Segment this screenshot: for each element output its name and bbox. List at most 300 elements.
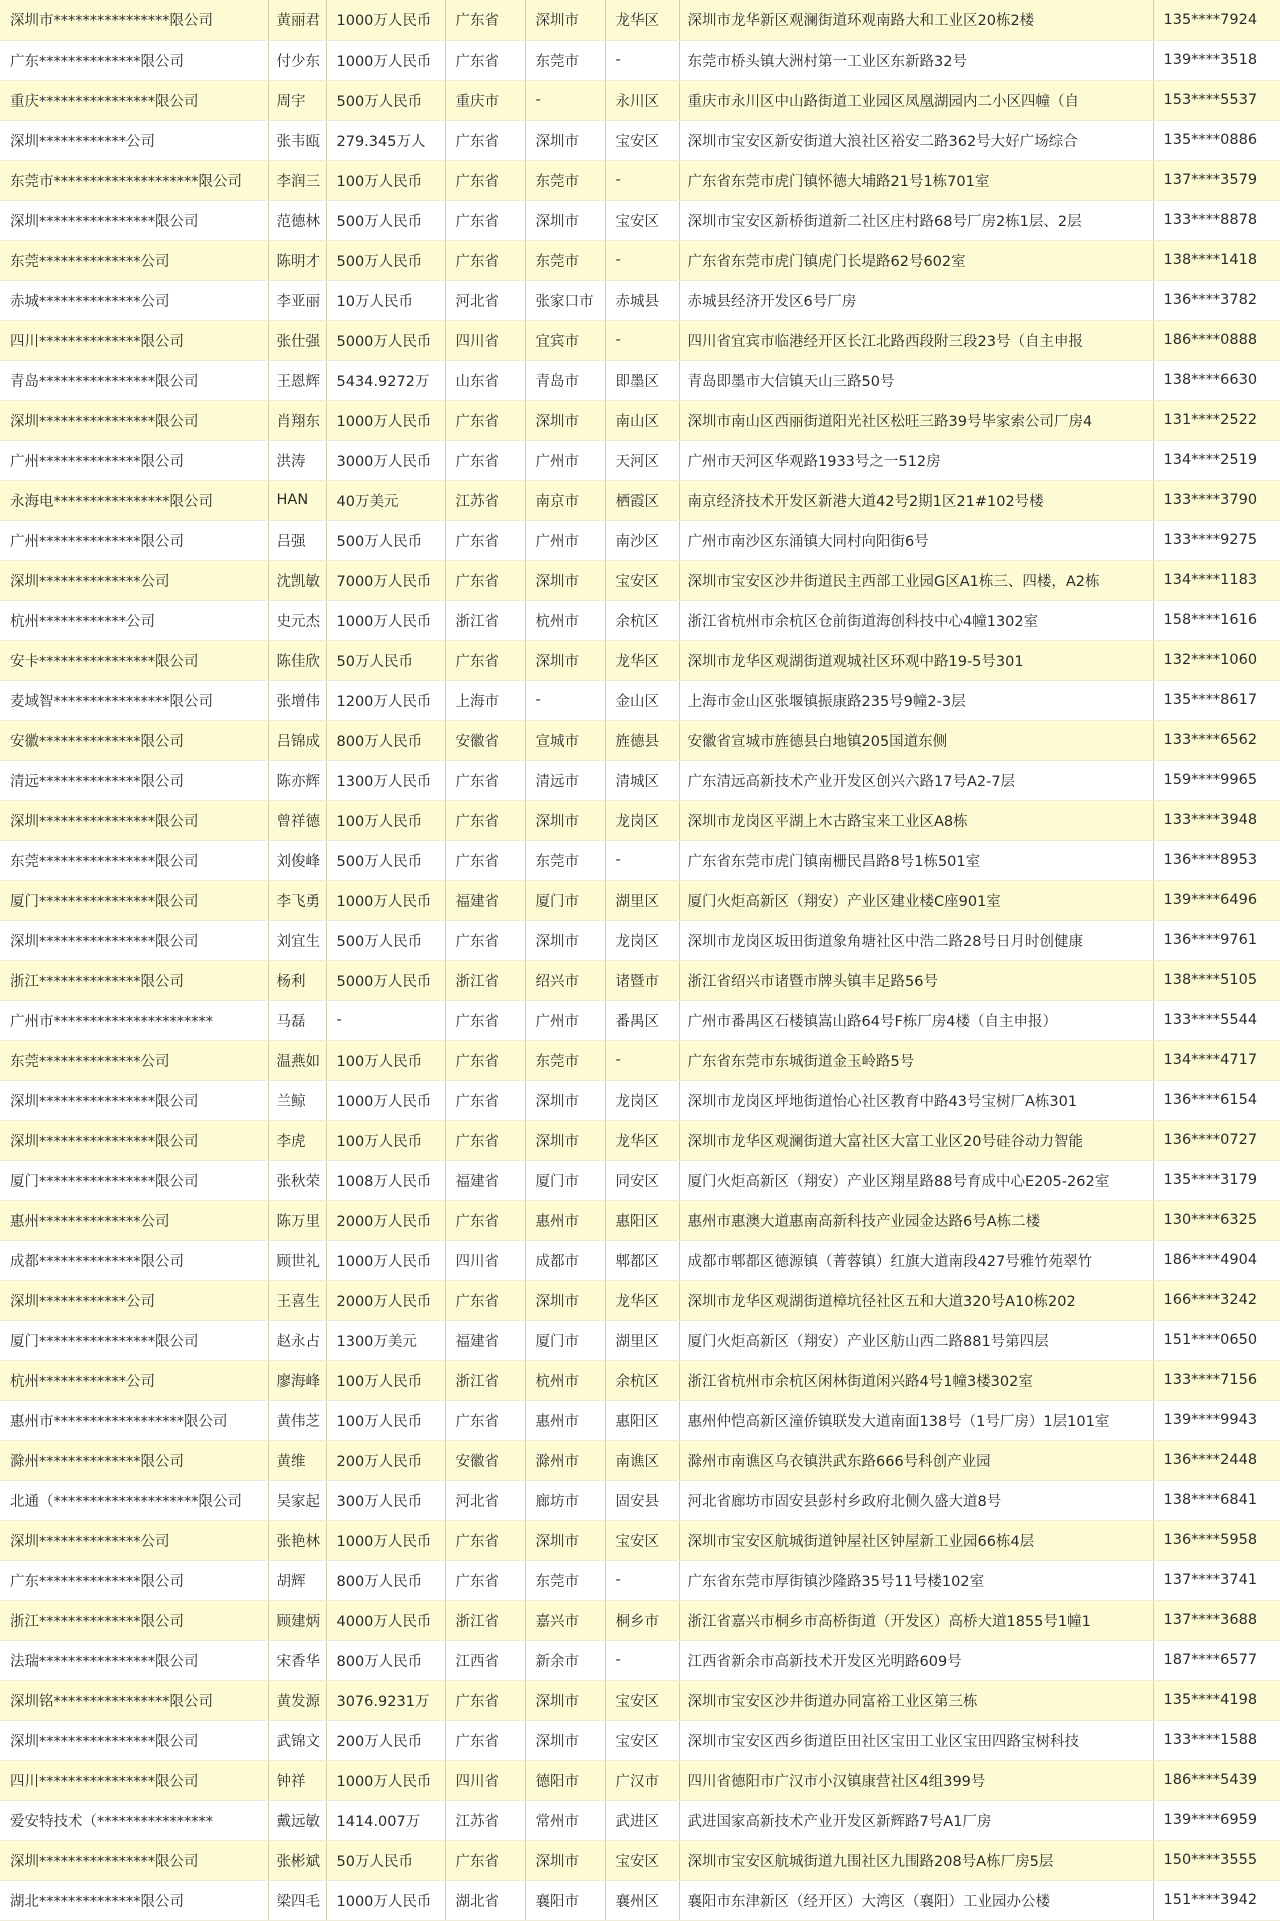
- table-row: [0, 40, 1280, 80]
- city-cell: 绍兴市: [525, 960, 605, 1000]
- registered-capital-cell: 1000万人民币: [326, 1880, 445, 1920]
- district-cell: -: [605, 320, 679, 360]
- legal-rep-cell: 梁四毛: [268, 1880, 326, 1920]
- company-name-cell: 广州**************限公司: [0, 520, 268, 560]
- district-cell: 襄州区: [605, 1880, 679, 1920]
- phone-cell: 186****4904: [1153, 1240, 1280, 1280]
- legal-rep-cell: 王恩辉: [268, 360, 326, 400]
- address-cell: 深圳市宝安区西乡街道臣田社区宝田工业区宝田四路宝树科技: [679, 1720, 1153, 1760]
- legal-rep-cell: 黄发源: [268, 1680, 326, 1720]
- province-cell: 广东省: [445, 800, 525, 840]
- province-cell: 福建省: [445, 1320, 525, 1360]
- legal-rep-cell: 胡辉: [268, 1560, 326, 1600]
- address-cell: 广州市南沙区东涌镇大同村向阳街6号: [679, 520, 1153, 560]
- legal-rep-cell: 兰鲸: [268, 1080, 326, 1120]
- district-cell: 永川区: [605, 80, 679, 120]
- district-cell: -: [605, 240, 679, 280]
- province-cell: 江苏省: [445, 1800, 525, 1840]
- table-row: [0, 720, 1280, 760]
- company-name-cell: 深圳****************限公司: [0, 920, 268, 960]
- district-cell: 固安县: [605, 1480, 679, 1520]
- address-cell: 广东省东莞市厚街镇沙隆路35号11号楼102室: [679, 1560, 1153, 1600]
- table-row: [0, 1400, 1280, 1440]
- address-cell: 深圳市宝安区沙井街道民主西部工业园G区A1栋三、四楼，A2栋: [679, 560, 1153, 600]
- registered-capital-cell: 2000万人民币: [326, 1280, 445, 1320]
- address-cell: 重庆市永川区中山路街道工业园区凤凰湖园内二小区四幢（自: [679, 80, 1153, 120]
- table-row: [0, 0, 1280, 40]
- company-name-cell: 杭州************公司: [0, 600, 268, 640]
- registered-capital-cell: 1000万人民币: [326, 1240, 445, 1280]
- city-cell: 廊坊市: [525, 1480, 605, 1520]
- address-cell: 厦门火炬高新区（翔安）产业区舫山西二路881号第四层: [679, 1320, 1153, 1360]
- legal-rep-cell: 张彬斌: [268, 1840, 326, 1880]
- province-cell: 安徽省: [445, 720, 525, 760]
- phone-cell: 137****3579: [1153, 160, 1280, 200]
- registered-capital-cell: 1300万人民币: [326, 760, 445, 800]
- district-cell: 湖里区: [605, 880, 679, 920]
- address-cell: 江西省新余市高新技术开发区光明路609号: [679, 1640, 1153, 1680]
- address-cell: 浙江省杭州市余杭区仓前街道海创科技中心4幢1302室: [679, 600, 1153, 640]
- phone-cell: 133****3790: [1153, 480, 1280, 520]
- phone-cell: 131****2522: [1153, 400, 1280, 440]
- company-name-cell: 惠州市******************限公司: [0, 1400, 268, 1440]
- registered-capital-cell: 279.345万人: [326, 120, 445, 160]
- registered-capital-cell: 500万人民币: [326, 920, 445, 960]
- phone-cell: 136****8953: [1153, 840, 1280, 880]
- registered-capital-cell: 1000万人民币: [326, 1760, 445, 1800]
- company-name-cell: 厦门****************限公司: [0, 880, 268, 920]
- province-cell: 广东省: [445, 1000, 525, 1040]
- address-cell: 厦门火炬高新区（翔安）产业区翔星路88号育成中心E205-262室: [679, 1160, 1153, 1200]
- phone-cell: 153****5537: [1153, 80, 1280, 120]
- district-cell: 赤城县: [605, 280, 679, 320]
- legal-rep-cell: 陈佳欣: [268, 640, 326, 680]
- registered-capital-cell: 1000万人民币: [326, 1520, 445, 1560]
- legal-rep-cell: 钟祥: [268, 1760, 326, 1800]
- district-cell: -: [605, 1040, 679, 1080]
- table-row: [0, 200, 1280, 240]
- phone-cell: 132****1060: [1153, 640, 1280, 680]
- address-cell: 深圳市龙岗区坪地街道怡心社区教育中路43号宝树厂A栋301: [679, 1080, 1153, 1120]
- company-name-cell: 北通（********************限公司: [0, 1480, 268, 1520]
- company-name-cell: 广东**************限公司: [0, 1560, 268, 1600]
- address-cell: 惠州仲恺高新区潼侨镇联发大道南面138号（1号厂房）1层101室: [679, 1400, 1153, 1440]
- district-cell: 南谯区: [605, 1440, 679, 1480]
- table-row: [0, 280, 1280, 320]
- address-cell: 东莞市桥头镇大洲村第一工业区东新路32号: [679, 40, 1153, 80]
- province-cell: 浙江省: [445, 1360, 525, 1400]
- table-row: [0, 800, 1280, 840]
- registered-capital-cell: 50万人民币: [326, 1840, 445, 1880]
- district-cell: 南山区: [605, 400, 679, 440]
- address-cell: 广州市天河区华观路1933号之一512房: [679, 440, 1153, 480]
- phone-cell: 138****1418: [1153, 240, 1280, 280]
- company-name-cell: 赤城**************公司: [0, 280, 268, 320]
- phone-cell: 136****0727: [1153, 1120, 1280, 1160]
- city-cell: 深圳市: [525, 920, 605, 960]
- phone-cell: 136****9761: [1153, 920, 1280, 960]
- registered-capital-cell: 5000万人民币: [326, 320, 445, 360]
- province-cell: 福建省: [445, 1160, 525, 1200]
- province-cell: 四川省: [445, 1760, 525, 1800]
- district-cell: 广汉市: [605, 1760, 679, 1800]
- address-cell: 深圳市龙华区观湖街道观城社区环观中路19-5号301: [679, 640, 1153, 680]
- province-cell: 江苏省: [445, 480, 525, 520]
- company-name-cell: 滁州**************限公司: [0, 1440, 268, 1480]
- legal-rep-cell: 李润三: [268, 160, 326, 200]
- phone-cell: 186****5439: [1153, 1760, 1280, 1800]
- phone-cell: 134****2519: [1153, 440, 1280, 480]
- table-row: [0, 1000, 1280, 1040]
- phone-cell: 151****0650: [1153, 1320, 1280, 1360]
- legal-rep-cell: 肖翔东: [268, 400, 326, 440]
- city-cell: 深圳市: [525, 640, 605, 680]
- legal-rep-cell: 刘宜生: [268, 920, 326, 960]
- phone-cell: 137****3741: [1153, 1560, 1280, 1600]
- address-cell: 厦门火炬高新区（翔安）产业区建业楼C座901室: [679, 880, 1153, 920]
- city-cell: 东莞市: [525, 840, 605, 880]
- registered-capital-cell: 800万人民币: [326, 1640, 445, 1680]
- legal-rep-cell: 杨利: [268, 960, 326, 1000]
- registered-capital-cell: 100万人民币: [326, 160, 445, 200]
- address-cell: 广东清远高新技术产业开发区创兴六路17号A2-7层: [679, 760, 1153, 800]
- company-name-cell: 深圳************公司: [0, 120, 268, 160]
- legal-rep-cell: 刘俊峰: [268, 840, 326, 880]
- province-cell: 广东省: [445, 1280, 525, 1320]
- table-row: [0, 240, 1280, 280]
- address-cell: 广东省东莞市虎门镇虎门长堤路62号602室: [679, 240, 1153, 280]
- city-cell: 惠州市: [525, 1400, 605, 1440]
- legal-rep-cell: 黄丽君: [268, 0, 326, 40]
- phone-cell: 133****7156: [1153, 1360, 1280, 1400]
- company-name-cell: 深圳****************限公司: [0, 200, 268, 240]
- legal-rep-cell: 张仕强: [268, 320, 326, 360]
- registered-capital-cell: 1008万人民币: [326, 1160, 445, 1200]
- province-cell: 重庆市: [445, 80, 525, 120]
- phone-cell: 138****6630: [1153, 360, 1280, 400]
- address-cell: 安徽省宣城市旌德县白地镇205国道东侧: [679, 720, 1153, 760]
- address-cell: 深圳市宝安区新安街道大浪社区裕安二路362号大好广场综合: [679, 120, 1153, 160]
- city-cell: 常州市: [525, 1800, 605, 1840]
- company-name-cell: 东莞****************限公司: [0, 840, 268, 880]
- table-row: [0, 1120, 1280, 1160]
- table-row: [0, 880, 1280, 920]
- registered-capital-cell: 100万人民币: [326, 1360, 445, 1400]
- district-cell: 龙岗区: [605, 1080, 679, 1120]
- address-cell: 浙江省杭州市余杭区闲林街道闲兴路4号1幢3楼302室: [679, 1360, 1153, 1400]
- province-cell: 安徽省: [445, 1440, 525, 1480]
- province-cell: 广东省: [445, 1520, 525, 1560]
- city-cell: 新余市: [525, 1640, 605, 1680]
- city-cell: 深圳市: [525, 400, 605, 440]
- city-cell: 深圳市: [525, 200, 605, 240]
- phone-cell: 186****0888: [1153, 320, 1280, 360]
- address-cell: 惠州市惠澳大道惠南高新科技产业园金达路6号A栋二楼: [679, 1200, 1153, 1240]
- company-name-cell: 深圳**************公司: [0, 1520, 268, 1560]
- city-cell: 嘉兴市: [525, 1600, 605, 1640]
- province-cell: 广东省: [445, 840, 525, 880]
- district-cell: -: [605, 160, 679, 200]
- address-cell: 深圳市宝安区航城街道九围社区九围路208号A栋厂房5层: [679, 1840, 1153, 1880]
- legal-rep-cell: 吕锦成: [268, 720, 326, 760]
- table-row: [0, 960, 1280, 1000]
- table-row: [0, 680, 1280, 720]
- city-cell: 东莞市: [525, 1040, 605, 1080]
- phone-cell: 138****6841: [1153, 1480, 1280, 1520]
- address-cell: 四川省德阳市广汉市小汉镇康营社区4组399号: [679, 1760, 1153, 1800]
- table-row: [0, 1880, 1280, 1920]
- district-cell: 旌德县: [605, 720, 679, 760]
- district-cell: 宝安区: [605, 1680, 679, 1720]
- company-name-cell: 广州市**********************: [0, 1000, 268, 1040]
- registered-capital-cell: 50万人民币: [326, 640, 445, 680]
- province-cell: 广东省: [445, 160, 525, 200]
- legal-rep-cell: 戴远敏: [268, 1800, 326, 1840]
- legal-rep-cell: 张增伟: [268, 680, 326, 720]
- province-cell: 江西省: [445, 1640, 525, 1680]
- district-cell: -: [605, 1640, 679, 1680]
- district-cell: -: [605, 1560, 679, 1600]
- address-cell: 深圳市宝安区新桥街道新二社区庄村路68号厂房2栋1层、2层: [679, 200, 1153, 240]
- district-cell: 惠阳区: [605, 1200, 679, 1240]
- table-row: [0, 1280, 1280, 1320]
- table-row: [0, 1440, 1280, 1480]
- table-row: [0, 80, 1280, 120]
- district-cell: 即墨区: [605, 360, 679, 400]
- table-row: [0, 360, 1280, 400]
- district-cell: 龙华区: [605, 0, 679, 40]
- company-name-cell: 永海电****************限公司: [0, 480, 268, 520]
- city-cell: 南京市: [525, 480, 605, 520]
- company-name-cell: 东莞市********************限公司: [0, 160, 268, 200]
- address-cell: 四川省宜宾市临港经开区长江北路西段附三段23号（自主申报: [679, 320, 1153, 360]
- phone-cell: 135****3179: [1153, 1160, 1280, 1200]
- company-name-cell: 广东**************限公司: [0, 40, 268, 80]
- address-cell: 广东省东莞市虎门镇南栅民昌路8号1栋501室: [679, 840, 1153, 880]
- company-name-cell: 深圳****************限公司: [0, 1720, 268, 1760]
- company-name-cell: 爱安特技术（****************: [0, 1800, 268, 1840]
- registered-capital-cell: 300万人民币: [326, 1480, 445, 1520]
- address-cell: 广东省东莞市东城街道金玉岭路5号: [679, 1040, 1153, 1080]
- registered-capital-cell: 10万人民币: [326, 280, 445, 320]
- district-cell: 金山区: [605, 680, 679, 720]
- legal-rep-cell: 陈明才: [268, 240, 326, 280]
- company-name-cell: 东莞**************公司: [0, 240, 268, 280]
- district-cell: 栖霞区: [605, 480, 679, 520]
- province-cell: 山东省: [445, 360, 525, 400]
- table-row: [0, 1240, 1280, 1280]
- city-cell: 深圳市: [525, 1680, 605, 1720]
- table-row: [0, 1360, 1280, 1400]
- city-cell: 襄阳市: [525, 1880, 605, 1920]
- phone-cell: 133****6562: [1153, 720, 1280, 760]
- company-name-cell: 清远**************限公司: [0, 760, 268, 800]
- legal-rep-cell: 洪涛: [268, 440, 326, 480]
- table-row: [0, 1520, 1280, 1560]
- company-name-cell: 青岛****************限公司: [0, 360, 268, 400]
- legal-rep-cell: 曾祥德: [268, 800, 326, 840]
- address-cell: 襄阳市东津新区（经开区）大湾区（襄阳）工业园办公楼: [679, 1880, 1153, 1920]
- phone-cell: 135****7924: [1153, 0, 1280, 40]
- city-cell: 杭州市: [525, 1360, 605, 1400]
- city-cell: 广州市: [525, 440, 605, 480]
- company-name-cell: 深圳**************公司: [0, 560, 268, 600]
- registered-capital-cell: 3000万人民币: [326, 440, 445, 480]
- registered-capital-cell: 1200万人民币: [326, 680, 445, 720]
- company-name-cell: 深圳市****************限公司: [0, 0, 268, 40]
- phone-cell: 136****6154: [1153, 1080, 1280, 1120]
- province-cell: 广东省: [445, 0, 525, 40]
- address-cell: 南京经济技术开发区新港大道42号2期1区21#102号楼: [679, 480, 1153, 520]
- registered-capital-cell: 100万人民币: [326, 1400, 445, 1440]
- legal-rep-cell: 黄维: [268, 1440, 326, 1480]
- company-name-cell: 安徽**************限公司: [0, 720, 268, 760]
- company-name-cell: 深圳************公司: [0, 1280, 268, 1320]
- city-cell: 宜宾市: [525, 320, 605, 360]
- legal-rep-cell: 陈亦辉: [268, 760, 326, 800]
- district-cell: 龙岗区: [605, 800, 679, 840]
- city-cell: 广州市: [525, 520, 605, 560]
- city-cell: 深圳市: [525, 1120, 605, 1160]
- legal-rep-cell: 范德林: [268, 200, 326, 240]
- city-cell: 滁州市: [525, 1440, 605, 1480]
- city-cell: 厦门市: [525, 1320, 605, 1360]
- legal-rep-cell: 史元杰: [268, 600, 326, 640]
- district-cell: 番禺区: [605, 1000, 679, 1040]
- city-cell: 东莞市: [525, 40, 605, 80]
- province-cell: 广东省: [445, 520, 525, 560]
- company-name-cell: 厦门****************限公司: [0, 1320, 268, 1360]
- address-cell: 广州市番禺区石楼镇嵩山路64号F栋厂房4楼（自主申报）: [679, 1000, 1153, 1040]
- legal-rep-cell: 李飞勇: [268, 880, 326, 920]
- company-name-cell: 杭州************公司: [0, 1360, 268, 1400]
- registered-capital-cell: 1000万人民币: [326, 1080, 445, 1120]
- registered-capital-cell: 500万人民币: [326, 200, 445, 240]
- registered-capital-cell: 1000万人民币: [326, 40, 445, 80]
- company-name-cell: 重庆****************限公司: [0, 80, 268, 120]
- district-cell: 宝安区: [605, 560, 679, 600]
- registered-capital-cell: 500万人民币: [326, 840, 445, 880]
- province-cell: 福建省: [445, 880, 525, 920]
- phone-cell: 139****3518: [1153, 40, 1280, 80]
- city-cell: 杭州市: [525, 600, 605, 640]
- company-name-cell: 深圳****************限公司: [0, 400, 268, 440]
- city-cell: 深圳市: [525, 560, 605, 600]
- district-cell: 同安区: [605, 1160, 679, 1200]
- province-cell: 浙江省: [445, 1600, 525, 1640]
- province-cell: 广东省: [445, 40, 525, 80]
- city-cell: 惠州市: [525, 1200, 605, 1240]
- phone-cell: 139****9943: [1153, 1400, 1280, 1440]
- phone-cell: 158****1616: [1153, 600, 1280, 640]
- table-row: [0, 1160, 1280, 1200]
- province-cell: 四川省: [445, 320, 525, 360]
- phone-cell: 136****5958: [1153, 1520, 1280, 1560]
- company-name-cell: 浙江**************限公司: [0, 1600, 268, 1640]
- address-cell: 滁州市南谯区乌衣镇洪武东路666号科创产业园: [679, 1440, 1153, 1480]
- registered-capital-cell: 800万人民币: [326, 1560, 445, 1600]
- phone-cell: 150****3555: [1153, 1840, 1280, 1880]
- legal-rep-cell: 顾世礼: [268, 1240, 326, 1280]
- company-name-cell: 成都**************限公司: [0, 1240, 268, 1280]
- province-cell: 广东省: [445, 400, 525, 440]
- table-row: [0, 640, 1280, 680]
- phone-cell: 134****4717: [1153, 1040, 1280, 1080]
- phone-cell: 138****5105: [1153, 960, 1280, 1000]
- address-cell: 成都市郫都区德源镇（菁蓉镇）红旗大道南段427号雅竹苑翠竹: [679, 1240, 1153, 1280]
- district-cell: 宝安区: [605, 120, 679, 160]
- legal-rep-cell: 吕强: [268, 520, 326, 560]
- registered-capital-cell: 800万人民币: [326, 720, 445, 760]
- registered-capital-cell: 1000万人民币: [326, 400, 445, 440]
- district-cell: 宝安区: [605, 1720, 679, 1760]
- registered-capital-cell: 1300万美元: [326, 1320, 445, 1360]
- city-cell: 张家口市: [525, 280, 605, 320]
- city-cell: 厦门市: [525, 1160, 605, 1200]
- table-row: [0, 840, 1280, 880]
- table-row: [0, 920, 1280, 960]
- legal-rep-cell: 张韦瓯: [268, 120, 326, 160]
- table-row: [0, 320, 1280, 360]
- province-cell: 广东省: [445, 440, 525, 480]
- address-cell: 深圳市龙岗区平湖上木古路宝来工业区A8栋: [679, 800, 1153, 840]
- address-cell: 深圳市龙岗区坂田街道象角塘社区中浩二路28号日月时创健康: [679, 920, 1153, 960]
- address-cell: 深圳市南山区西丽街道阳光社区松旺三路39号毕家索公司厂房4: [679, 400, 1153, 440]
- city-cell: 深圳市: [525, 1720, 605, 1760]
- phone-cell: 137****3688: [1153, 1600, 1280, 1640]
- table-row: [0, 1320, 1280, 1360]
- city-cell: 德阳市: [525, 1760, 605, 1800]
- table-row: [0, 1640, 1280, 1680]
- legal-rep-cell: 陈万里: [268, 1200, 326, 1240]
- company-name-cell: 法瑞****************限公司: [0, 1640, 268, 1680]
- district-cell: 宝安区: [605, 1520, 679, 1560]
- city-cell: 深圳市: [525, 1520, 605, 1560]
- district-cell: -: [605, 840, 679, 880]
- district-cell: 惠阳区: [605, 1400, 679, 1440]
- province-cell: 浙江省: [445, 600, 525, 640]
- city-cell: 东莞市: [525, 240, 605, 280]
- province-cell: 广东省: [445, 920, 525, 960]
- table-row: [0, 1800, 1280, 1840]
- table-row: [0, 1680, 1280, 1720]
- registered-capital-cell: 5434.9272万: [326, 360, 445, 400]
- district-cell: 龙岗区: [605, 920, 679, 960]
- province-cell: 广东省: [445, 640, 525, 680]
- company-name-cell: 四川**************限公司: [0, 320, 268, 360]
- city-cell: 深圳市: [525, 1080, 605, 1120]
- address-cell: 深圳市龙华区观湖街道樟坑径社区五和大道320号A10栋202: [679, 1280, 1153, 1320]
- district-cell: 余杭区: [605, 1360, 679, 1400]
- district-cell: 龙华区: [605, 1120, 679, 1160]
- registered-capital-cell: 500万人民币: [326, 80, 445, 120]
- legal-rep-cell: 沈凯敏: [268, 560, 326, 600]
- phone-cell: 130****6325: [1153, 1200, 1280, 1240]
- legal-rep-cell: 顾建炳: [268, 1600, 326, 1640]
- address-cell: 浙江省嘉兴市桐乡市高桥街道（开发区）高桥大道1855号1幢1: [679, 1600, 1153, 1640]
- city-cell: 深圳市: [525, 1840, 605, 1880]
- district-cell: 南沙区: [605, 520, 679, 560]
- city-cell: 成都市: [525, 1240, 605, 1280]
- legal-rep-cell: 张艳林: [268, 1520, 326, 1560]
- legal-rep-cell: 马磊: [268, 1000, 326, 1040]
- district-cell: -: [605, 40, 679, 80]
- registered-capital-cell: 5000万人民币: [326, 960, 445, 1000]
- registered-capital-cell: 1000万人民币: [326, 0, 445, 40]
- address-cell: 深圳市龙华新区观澜街道环观南路大和工业区20栋2楼: [679, 0, 1153, 40]
- legal-rep-cell: 温燕如: [268, 1040, 326, 1080]
- province-cell: 广东省: [445, 1120, 525, 1160]
